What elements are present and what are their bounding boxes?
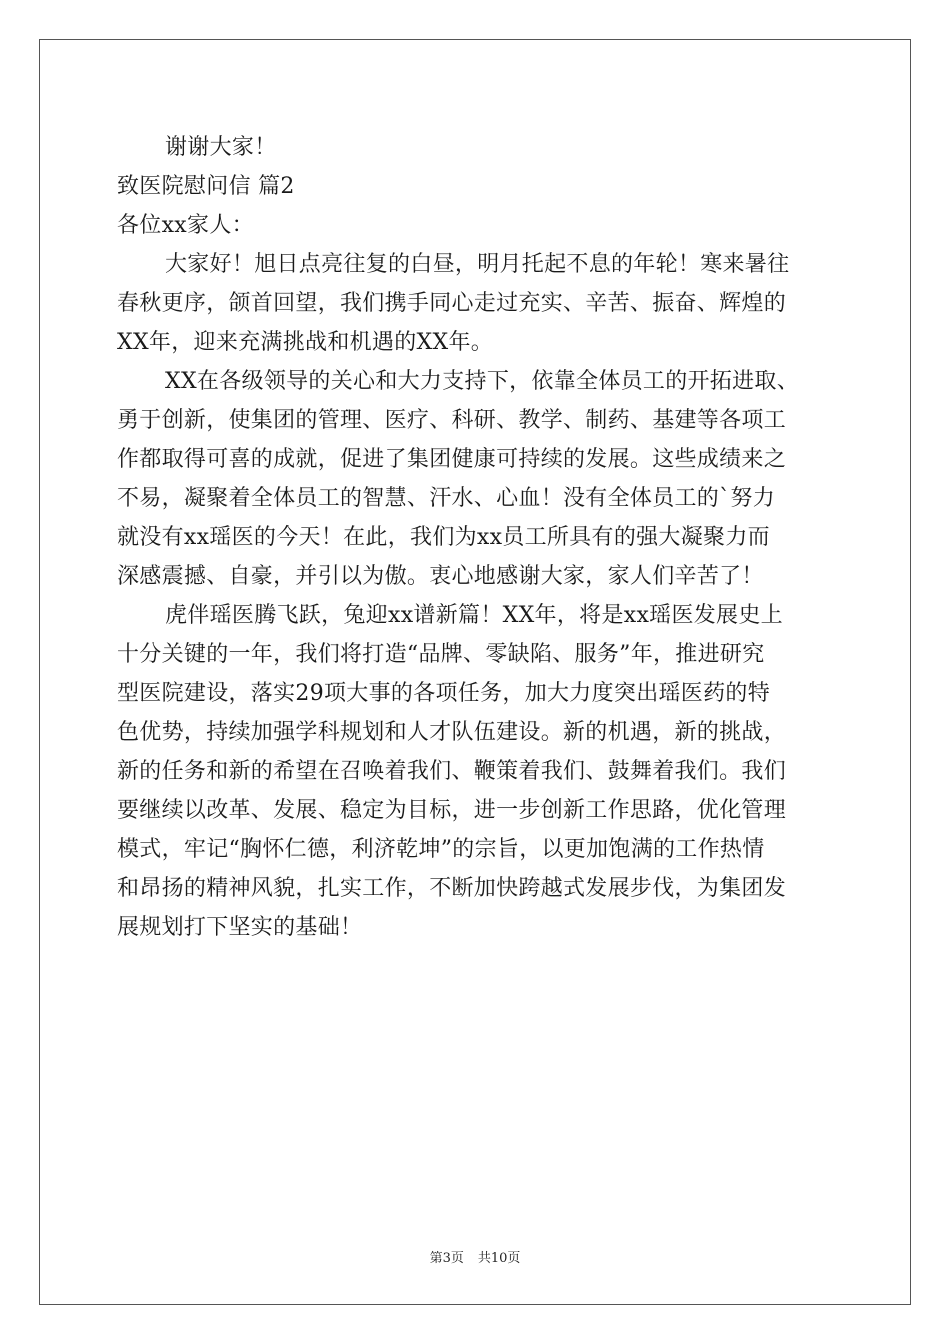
document-body bbox=[117, 128, 837, 947]
salutation: 各位xx家人： bbox=[117, 213, 254, 238]
text-line: 勇于创新，使集团的管理、医疗、科研、教学、制药、基建等各项工 bbox=[117, 408, 787, 433]
text-line: 虎伴瑶医腾飞跃，兔迎xx谱新篇！XX年，将是xx瑶医发展史上 bbox=[165, 603, 783, 628]
text-line: 作都取得可喜的成就，促进了集团健康可持续的发展。这些成绩来之 bbox=[117, 447, 787, 472]
page-total: 共10页 bbox=[477, 1251, 521, 1266]
text-line: 十分关键的一年，我们将打造“品牌、零缺陷、服务”年，推进研究 bbox=[117, 642, 765, 667]
text-line: 型医院建设，落实29项大事的各项任务，加大力度突出瑶医药的特 bbox=[117, 681, 770, 706]
text-line: 和昂扬的精神风貌，扎实工作，不断加快跨越式发展步伐，为集团发 bbox=[117, 876, 787, 901]
text-line: 深感震撼、自豪，并引以为傲。衷心地感谢大家，家人们辛苦了！ bbox=[117, 564, 764, 589]
text-line: 展规划打下坚实的基础！ bbox=[117, 915, 363, 940]
text-line: XX在各级领导的关心和大力支持下，依靠全体员工的开拓进取、 bbox=[165, 369, 800, 394]
text-line: 春秋更序，颌首回望，我们携手同心走过充实、辛苦、振奋、辉煌的 bbox=[117, 291, 787, 316]
section-heading: 致医院慰问信 篇2 bbox=[117, 174, 295, 199]
text-line: 色优势，持续加强学科规划和人才队伍建设。新的机遇，新的挑战， bbox=[117, 720, 787, 745]
page-number: 第3页 bbox=[429, 1251, 464, 1266]
text-line: 模式，牢记“胸怀仁德，利济乾坤”的宗旨，以更加饱满的工作热情 bbox=[117, 837, 765, 862]
text-line: 谢谢大家！ bbox=[165, 135, 277, 160]
text-line: 要继续以改革、发展、稳定为目标，进一步创新工作思路，优化管理 bbox=[117, 798, 787, 823]
text-line: 不易，凝聚着全体员工的智慧、汗水、心血！没有全体员工的`努力 bbox=[117, 486, 776, 511]
page-footer bbox=[0, 1247, 950, 1266]
text-line: XX年，迎来充满挑战和机遇的XX年。 bbox=[117, 330, 494, 355]
text-line: 新的任务和新的希望在召唤着我们、鞭策着我们、鼓舞着我们。我们 bbox=[117, 759, 787, 784]
text-line: 大家好！旭日点亮往复的白昼，明月托起不息的年轮！寒来暑往 bbox=[165, 252, 790, 277]
text-line: 就没有xx瑶医的今天！在此，我们为xx员工所具有的强大凝聚力而 bbox=[117, 525, 770, 550]
